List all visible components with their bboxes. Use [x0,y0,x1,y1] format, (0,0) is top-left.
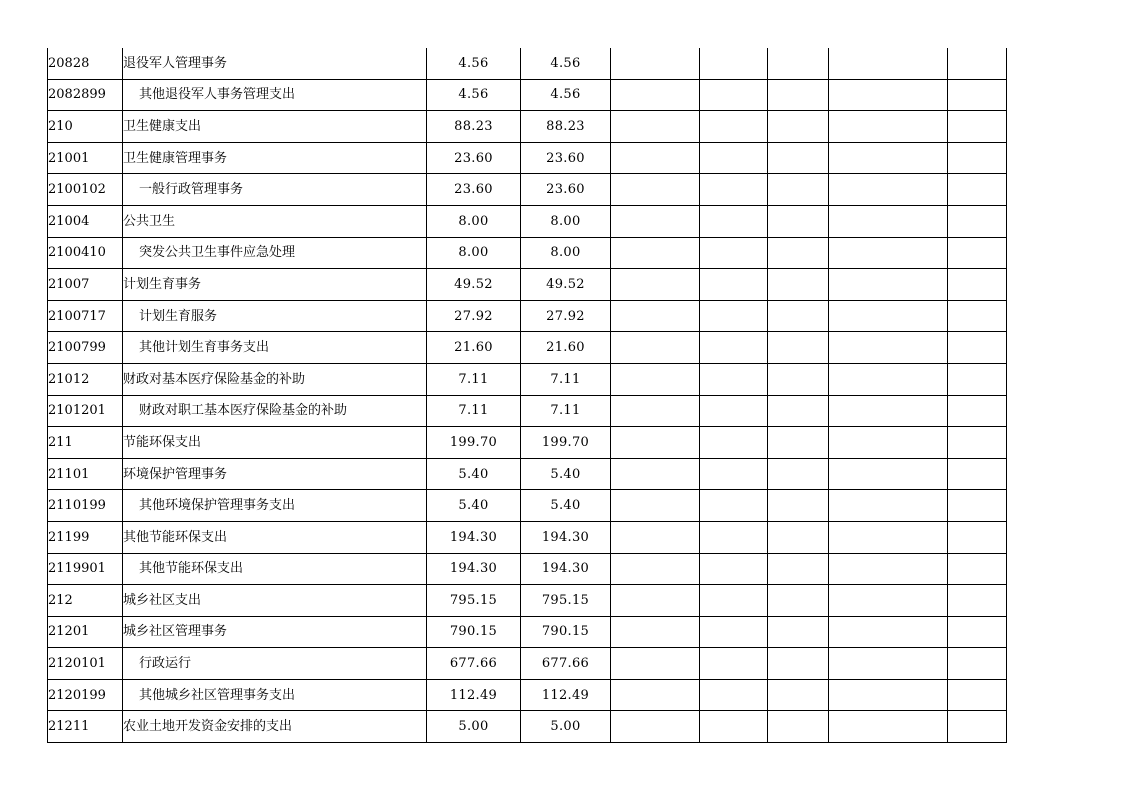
budget-expenditure-table [47,48,1007,743]
empty-cell [768,679,829,711]
empty-cell [829,395,948,427]
subject-name-cell: 其他环境保护管理事务支出 [123,490,427,522]
empty-cell [948,48,1007,79]
empty-cell [700,521,768,553]
total-amount-cell: 677.66 [427,648,521,680]
empty-cell [700,553,768,585]
table-row [48,205,1007,237]
subject-name-cell: 卫生健康支出 [123,111,427,143]
empty-cell [611,79,700,111]
empty-cell [829,585,948,617]
total-amount-cell: 112.49 [427,679,521,711]
empty-cell [700,237,768,269]
table-row [48,585,1007,617]
total-amount-cell: 23.60 [427,142,521,174]
empty-cell [611,711,700,743]
empty-cell [700,111,768,143]
empty-cell [611,395,700,427]
total-amount-cell: 199.70 [427,427,521,459]
empty-cell [948,679,1007,711]
basic-expenditure-cell: 4.56 [521,79,611,111]
basic-expenditure-cell: 199.70 [521,427,611,459]
subject-name-cell: 财政对职工基本医疗保险基金的补助 [123,395,427,427]
basic-expenditure-cell: 8.00 [521,205,611,237]
empty-cell [611,174,700,206]
basic-expenditure-cell: 88.23 [521,111,611,143]
subject-name-cell: 其他城乡社区管理事务支出 [123,679,427,711]
subject-name-cell: 其他计划生育事务支出 [123,332,427,364]
basic-expenditure-cell: 8.00 [521,237,611,269]
total-amount-cell: 194.30 [427,521,521,553]
empty-cell [768,48,829,79]
empty-cell [768,332,829,364]
subject-name-cell: 突发公共卫生事件应急处理 [123,237,427,269]
empty-cell [768,111,829,143]
basic-expenditure-cell: 23.60 [521,142,611,174]
empty-cell [700,300,768,332]
empty-cell [768,363,829,395]
total-amount-cell: 7.11 [427,395,521,427]
basic-expenditure-cell: 5.40 [521,458,611,490]
subject-name-cell: 计划生育服务 [123,300,427,332]
subject-code-cell: 2110199 [48,490,123,522]
subject-name-cell: 计划生育事务 [123,269,427,301]
subject-code-cell: 2100410 [48,237,123,269]
table-row [48,79,1007,111]
empty-cell [948,332,1007,364]
subject-code-cell: 2120199 [48,679,123,711]
subject-code-cell: 212 [48,585,123,617]
empty-cell [948,79,1007,111]
subject-code-cell: 20828 [48,48,123,79]
basic-expenditure-cell: 7.11 [521,395,611,427]
total-amount-cell: 27.92 [427,300,521,332]
basic-expenditure-cell: 795.15 [521,585,611,617]
empty-cell [768,648,829,680]
empty-cell [700,269,768,301]
subject-code-cell: 21211 [48,711,123,743]
basic-expenditure-cell: 7.11 [521,363,611,395]
empty-cell [700,585,768,617]
empty-cell [700,711,768,743]
basic-expenditure-cell: 790.15 [521,616,611,648]
subject-code-cell: 2101201 [48,395,123,427]
subject-name-cell: 一般行政管理事务 [123,174,427,206]
table-row [48,111,1007,143]
total-amount-cell: 8.00 [427,237,521,269]
total-amount-cell: 5.40 [427,490,521,522]
subject-name-cell: 行政运行 [123,648,427,680]
empty-cell [829,427,948,459]
table-row [48,332,1007,364]
empty-cell [948,363,1007,395]
empty-cell [611,648,700,680]
empty-cell [829,300,948,332]
subject-code-cell: 2100102 [48,174,123,206]
empty-cell [829,269,948,301]
empty-cell [611,585,700,617]
empty-cell [948,205,1007,237]
empty-cell [829,616,948,648]
total-amount-cell: 795.15 [427,585,521,617]
total-amount-cell: 4.56 [427,79,521,111]
empty-cell [611,111,700,143]
table-row [48,269,1007,301]
empty-cell [611,427,700,459]
empty-cell [611,363,700,395]
empty-cell [768,711,829,743]
table-row [48,142,1007,174]
table-row [48,174,1007,206]
empty-cell [611,490,700,522]
subject-name-cell: 节能环保支出 [123,427,427,459]
empty-cell [829,553,948,585]
total-amount-cell: 4.56 [427,48,521,79]
empty-cell [829,458,948,490]
total-amount-cell: 194.30 [427,553,521,585]
empty-cell [768,269,829,301]
subject-name-cell: 其他节能环保支出 [123,553,427,585]
empty-cell [700,395,768,427]
empty-cell [700,332,768,364]
empty-cell [948,616,1007,648]
empty-cell [611,237,700,269]
subject-code-cell: 21101 [48,458,123,490]
empty-cell [700,616,768,648]
subject-code-cell: 21001 [48,142,123,174]
table-row [48,490,1007,522]
empty-cell [948,711,1007,743]
table-row [48,679,1007,711]
subject-code-cell: 21201 [48,616,123,648]
subject-code-cell: 210 [48,111,123,143]
empty-cell [768,553,829,585]
subject-name-cell: 卫生健康管理事务 [123,142,427,174]
empty-cell [611,458,700,490]
empty-cell [948,174,1007,206]
table-row [48,237,1007,269]
table-row [48,553,1007,585]
subject-name-cell: 退役军人管理事务 [123,48,427,79]
total-amount-cell: 790.15 [427,616,521,648]
empty-cell [611,553,700,585]
empty-cell [768,79,829,111]
basic-expenditure-cell: 21.60 [521,332,611,364]
empty-cell [948,269,1007,301]
basic-expenditure-cell: 194.30 [521,521,611,553]
empty-cell [768,521,829,553]
subject-code-cell: 21199 [48,521,123,553]
empty-cell [948,585,1007,617]
subject-name-cell: 财政对基本医疗保险基金的补助 [123,363,427,395]
empty-cell [829,48,948,79]
empty-cell [611,332,700,364]
subject-code-cell: 2100717 [48,300,123,332]
subject-name-cell: 公共卫生 [123,205,427,237]
subject-code-cell: 2100799 [48,332,123,364]
empty-cell [768,585,829,617]
empty-cell [700,174,768,206]
empty-cell [829,711,948,743]
empty-cell [829,521,948,553]
empty-cell [948,142,1007,174]
empty-cell [700,142,768,174]
empty-cell [611,679,700,711]
empty-cell [948,237,1007,269]
subject-name-cell: 城乡社区支出 [123,585,427,617]
table-row [48,427,1007,459]
subject-code-cell: 2120101 [48,648,123,680]
empty-cell [700,427,768,459]
empty-cell [948,490,1007,522]
empty-cell [829,363,948,395]
total-amount-cell: 49.52 [427,269,521,301]
empty-cell [700,48,768,79]
empty-cell [829,174,948,206]
empty-cell [768,458,829,490]
empty-cell [829,111,948,143]
empty-cell [829,205,948,237]
empty-cell [700,679,768,711]
empty-cell [768,237,829,269]
subject-name-cell: 环境保护管理事务 [123,458,427,490]
basic-expenditure-cell: 49.52 [521,269,611,301]
empty-cell [829,648,948,680]
subject-name-cell: 城乡社区管理事务 [123,616,427,648]
basic-expenditure-cell: 194.30 [521,553,611,585]
empty-cell [768,395,829,427]
total-amount-cell: 8.00 [427,205,521,237]
table-row [48,616,1007,648]
empty-cell [829,490,948,522]
total-amount-cell: 5.00 [427,711,521,743]
basic-expenditure-cell: 23.60 [521,174,611,206]
empty-cell [948,395,1007,427]
subject-code-cell: 2119901 [48,553,123,585]
total-amount-cell: 23.60 [427,174,521,206]
empty-cell [768,427,829,459]
basic-expenditure-cell: 5.00 [521,711,611,743]
empty-cell [768,142,829,174]
empty-cell [829,237,948,269]
subject-name-cell: 其他节能环保支出 [123,521,427,553]
basic-expenditure-cell: 112.49 [521,679,611,711]
empty-cell [948,300,1007,332]
empty-cell [829,679,948,711]
basic-expenditure-cell: 677.66 [521,648,611,680]
basic-expenditure-cell: 27.92 [521,300,611,332]
subject-name-cell: 农业土地开发资金安排的支出 [123,711,427,743]
empty-cell [611,48,700,79]
empty-cell [700,363,768,395]
empty-cell [700,458,768,490]
empty-cell [611,300,700,332]
empty-cell [700,490,768,522]
empty-cell [948,427,1007,459]
table-row [48,48,1007,79]
empty-cell [829,332,948,364]
empty-cell [768,490,829,522]
subject-code-cell: 21007 [48,269,123,301]
subject-name-cell: 其他退役军人事务管理支出 [123,79,427,111]
empty-cell [768,205,829,237]
table-row [48,458,1007,490]
table-row [48,648,1007,680]
table-row [48,395,1007,427]
total-amount-cell: 21.60 [427,332,521,364]
table-body [48,48,1007,743]
empty-cell [829,142,948,174]
empty-cell [700,648,768,680]
total-amount-cell: 7.11 [427,363,521,395]
empty-cell [948,458,1007,490]
subject-code-cell: 21012 [48,363,123,395]
empty-cell [768,174,829,206]
empty-cell [768,616,829,648]
empty-cell [948,648,1007,680]
table-row [48,300,1007,332]
empty-cell [611,521,700,553]
empty-cell [829,79,948,111]
empty-cell [611,616,700,648]
table-row [48,363,1007,395]
subject-code-cell: 21004 [48,205,123,237]
empty-cell [611,142,700,174]
subject-code-cell: 2082899 [48,79,123,111]
empty-cell [948,111,1007,143]
empty-cell [611,205,700,237]
table-row [48,521,1007,553]
empty-cell [700,205,768,237]
basic-expenditure-cell: 5.40 [521,490,611,522]
total-amount-cell: 5.40 [427,458,521,490]
subject-code-cell: 211 [48,427,123,459]
empty-cell [948,521,1007,553]
table-row [48,711,1007,743]
total-amount-cell: 88.23 [427,111,521,143]
empty-cell [700,79,768,111]
empty-cell [611,269,700,301]
empty-cell [948,553,1007,585]
empty-cell [768,300,829,332]
basic-expenditure-cell: 4.56 [521,48,611,79]
